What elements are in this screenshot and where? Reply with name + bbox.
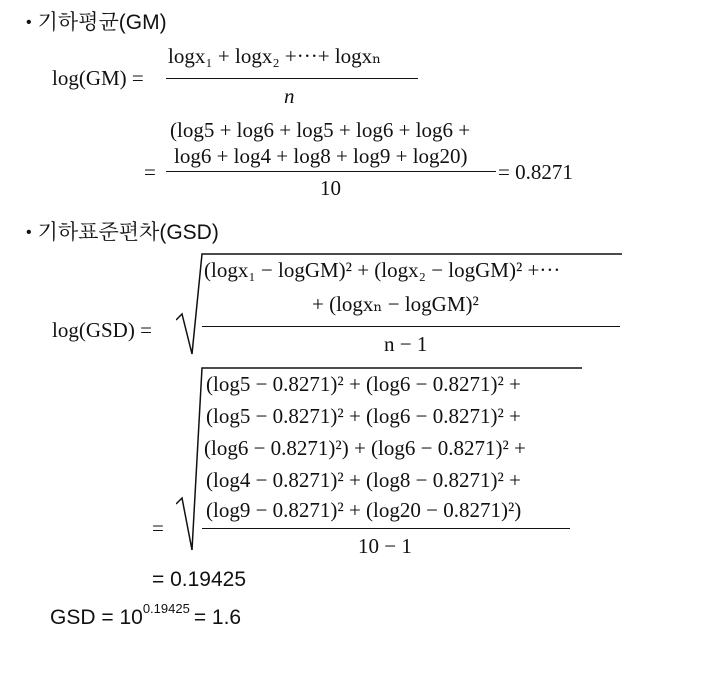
gsd-lhs: log(GSD) = [52, 318, 152, 342]
gm-numeric-fraction-bar [166, 171, 496, 172]
gsd-final-result [50, 601, 242, 630]
gsd-numeric-line-3: (log6 − 0.8271)²) + (log6 − 0.8271)² + [204, 436, 526, 460]
gsd-final-suffix: = 1.6 [193, 606, 242, 629]
bullet: • [26, 14, 32, 31]
gm-numeric-numerator-line1: (log5 + log6 + log5 + log6 + log6 + [170, 118, 471, 142]
gm-numeric-eq: = [144, 160, 156, 184]
gsd-numeric-line-1: (log5 − 0.8271)² + (log6 − 0.8271)² + [206, 372, 521, 396]
gsd-final-prefix: GSD = 10 [50, 606, 143, 629]
gm-general-fraction-bar [166, 78, 418, 79]
gm-numeric-result: = 0.8271 [498, 160, 573, 184]
gm-lhs: log(GM) = [52, 66, 144, 90]
gsd-numeric-line-4: (log4 − 0.8271)² + (log8 − 0.8271)² + [206, 468, 521, 492]
gsd-general-numerator-line2: + (logxₙ − logGM)² [312, 292, 479, 316]
gm-numeric-denominator: 10 [320, 176, 341, 200]
gsd-heading-text: 기하표준편차(GSD) [37, 221, 219, 244]
gm-heading-text: 기하평균(GM) [37, 11, 167, 34]
gsd-numeric-eq: = [152, 516, 164, 540]
gsd-general-numerator-line1: (logx₁ − logGM)² + (logx₂ − logGM)² +··· [204, 258, 561, 282]
gsd-general-fraction-bar [202, 326, 620, 327]
gsd-general-denominator: n − 1 [384, 332, 428, 356]
gm-general-numerator: logx₁ + logx₂ +···+ logxₙ [168, 44, 382, 68]
bullet: • [26, 224, 32, 241]
gsd-numeric-fraction-bar [202, 528, 570, 529]
gsd-heading [26, 216, 219, 246]
gm-heading [26, 6, 167, 36]
gm-general-denominator-text: n [284, 84, 295, 108]
gsd-numeric-denominator: 10 − 1 [358, 534, 412, 558]
gsd-log-result: = 0.19425 [152, 568, 247, 591]
gsd-final-exponent: 0.19425 [142, 601, 190, 616]
gm-general-denominator [284, 84, 295, 109]
gm-numeric-numerator-line2: log6 + log4 + log8 + log9 + log20) [174, 144, 468, 168]
gsd-numeric-line-5: (log9 − 0.8271)² + (log20 − 0.8271)²) [206, 498, 522, 522]
gsd-numeric-line-2: (log5 − 0.8271)² + (log6 − 0.8271)² + [206, 404, 521, 428]
